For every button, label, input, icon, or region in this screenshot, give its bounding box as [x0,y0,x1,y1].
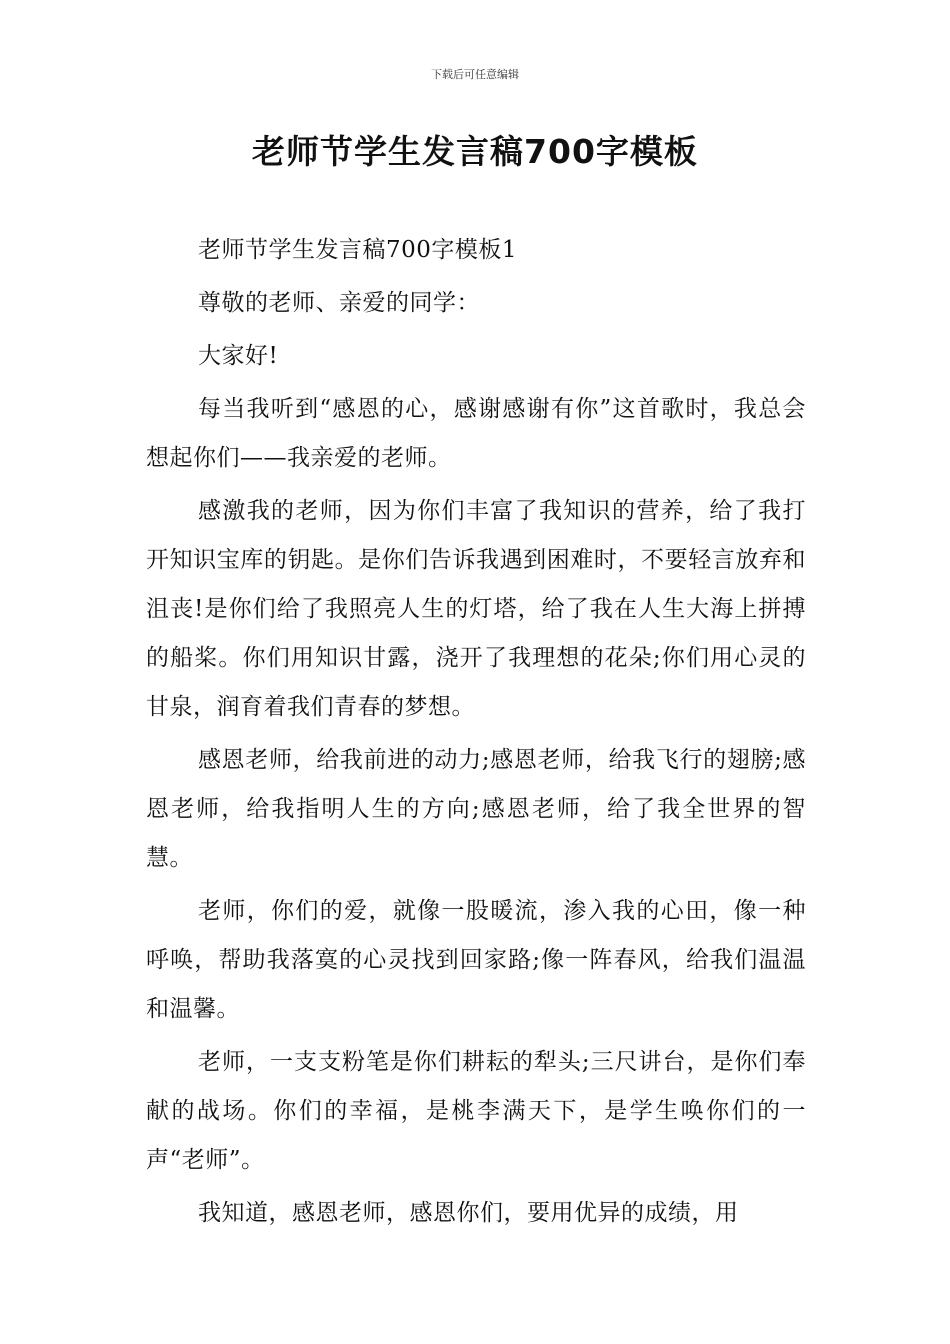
paragraph: 每当我听到“感恩的心，感谢感谢有你”这首歌时，我总会想起你们——我亲爱的老师。 [146,396,806,471]
paragraph: 老师节学生发言稿700字模板1 [198,237,518,263]
paragraph: 尊敬的老师、亲爱的同学： [198,290,480,316]
paragraph: 老师，一支支粉笔是你们耕耘的犁头;三尺讲台，是你们奉献的战场。你们的幸福，是桃李满天下，是学生唤你们的一声“老师”。 [146,1049,806,1173]
paragraph: 我知道，感恩老师，感恩你们，要用优异的成绩，用 [198,1200,739,1226]
header-note: 下载后可任意编辑 [431,68,519,81]
document-title: 老师节学生发言稿700字模板 [252,132,698,171]
paragraph: 感激我的老师，因为你们丰富了我知识的营养，给了我打开知识宝库的钥匙。是你们告诉我遇到困难时，不要轻言放弃和沮丧!是你们给了我照亮人生的灯塔，给了我在人生大海上拼搏的船桨。你们用知识甘露，浇开了我理想的花朵;你们用心灵的甘泉，润育着我们青春的梦想。 [146,498,806,720]
paragraph: 感恩老师，给我前进的动力;感恩老师，给我飞行的翅膀;感恩老师，给我指明人生的方向;感恩老师，给了我全世界的智慧。 [146,747,806,871]
document-body [146,226,806,1242]
paragraph: 大家好! [198,343,279,369]
paragraph: 老师，你们的爱，就像一股暖流，渗入我的心田，像一种呼唤，帮助我落寞的心灵找到回家路;像一阵春风，给我们温温和温馨。 [146,898,806,1022]
